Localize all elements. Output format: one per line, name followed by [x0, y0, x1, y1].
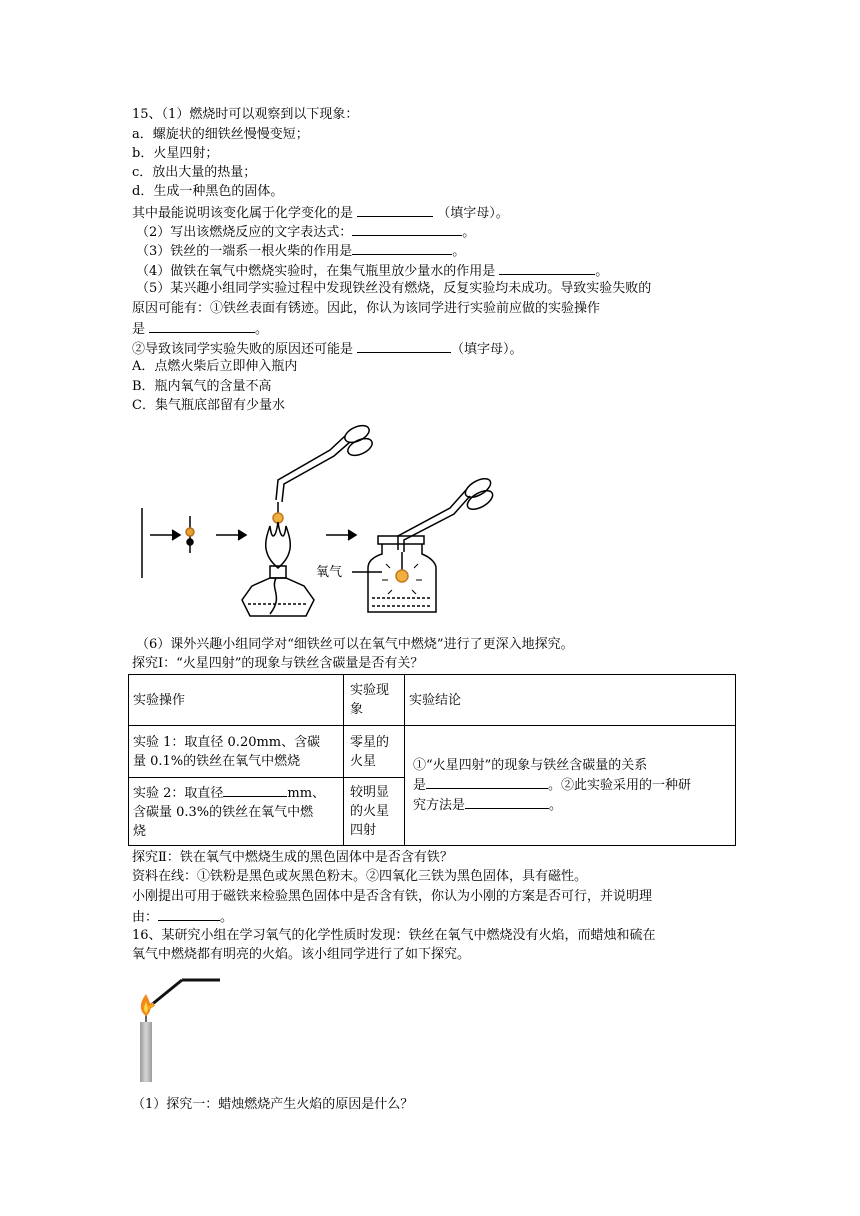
q15-line-12-tail: 。 — [255, 322, 269, 337]
q15-line-10: （5）某兴趣小组同学实验过程中发现铁丝没有燃烧，反复实验均未成功。导致实验失败的 — [136, 281, 652, 296]
conclusion-line3-tail: 。 — [549, 798, 563, 813]
answer-blank-1[interactable] — [357, 203, 433, 217]
xiaogang-line-2-tail: 。 — [220, 910, 234, 925]
answer-blank-2[interactable] — [352, 222, 462, 236]
candle-figure — [134, 966, 224, 1084]
q15-line-13-tail: （填字母）。 — [451, 342, 523, 357]
q15-option-d: d．生成一种黑色的固体。 — [132, 184, 284, 199]
experiment-table — [128, 674, 736, 846]
table-row — [129, 726, 736, 778]
q15-line-9-text: （4）做铁在氧气中燃烧实验时，在集气瓶里放少量水的作用是 — [136, 264, 496, 279]
info-line: 资料在线：①铁粉是黑色或灰黑色粉末。②四氧化三铁为黑色固体，具有磁性。 — [132, 869, 588, 884]
row2-op-line1-tail: mm、 — [287, 785, 326, 801]
match-head-icon — [186, 528, 194, 536]
flame-icon — [273, 513, 283, 523]
q15-line-7 — [136, 222, 475, 242]
answer-blank-8[interactable] — [426, 775, 548, 789]
answer-blank-4[interactable] — [499, 261, 595, 275]
header-phenomenon-1: 实验现 — [350, 683, 390, 698]
answer-blank-6[interactable] — [357, 339, 451, 353]
q15-line-9 — [136, 261, 608, 281]
q15-line-7-tail: 。 — [462, 225, 476, 240]
q15-line-12-text: 是 — [132, 322, 146, 337]
q15-line-11: 原因可能有：①铁丝表面有锈迹。因此，你认为该同学进行实验前应做的实验操作 — [132, 301, 601, 316]
row2-operation — [129, 778, 344, 846]
answer-blank-10[interactable] — [158, 907, 220, 921]
conclusion-line2-text: 是 — [413, 778, 427, 793]
candle-icon — [140, 1022, 152, 1082]
explore-2-title: 探究Ⅱ：铁在氧气中燃烧生成的黑色固体中是否含有铁？ — [132, 850, 453, 865]
row2-op-line1: 实验 2：取直径 — [133, 785, 224, 801]
conclusion-line3-text: 究方法是 — [413, 798, 466, 813]
table-header-row — [129, 675, 736, 726]
explore-1-title: 探究Ⅰ：“火星四射”的现象与铁丝含碳量是否有关？ — [132, 656, 424, 671]
tongs-icon-2 — [398, 475, 496, 552]
glass-tube-icon — [150, 980, 182, 1006]
row1-op-line2: 量 0.1%的铁丝在氧气中燃烧 — [133, 753, 301, 769]
answer-blank-9[interactable] — [465, 795, 549, 809]
xiaogang-line-1: 小刚提出可用于磁铁来检验黑色固体中是否含有铁，你认为小刚的方案是否可行，并说明理 — [132, 889, 653, 904]
q15-line-8-tail: 。 — [452, 244, 466, 259]
q15-line-9-tail: 。 — [595, 264, 609, 279]
header-conclusion: 实验结论 — [405, 675, 736, 726]
q15-line-1: 15、（1）燃烧时可以观察到以下现象： — [132, 107, 359, 122]
sparks-icon — [396, 570, 408, 582]
q16-line-3: （1）探究一：蜡烛燃烧产生火焰的原因是什么？ — [132, 1097, 414, 1112]
xiaogang-line-2-text: 由： — [132, 910, 159, 925]
q15-line-6-text: 其中最能说明该变化属于化学变化的是 — [132, 206, 354, 221]
row1-phenomenon — [344, 726, 405, 778]
xiaogang-line-2 — [132, 907, 233, 927]
row2-op-line3: 烧 — [133, 823, 147, 839]
row1-op-line1: 实验 1：取直径 0.20mm、含碳 — [133, 734, 321, 750]
answer-blank-7[interactable] — [223, 783, 287, 797]
row1-operation — [129, 726, 344, 778]
row2-ph-3: 四射 — [350, 823, 377, 838]
iron-wire-combustion-figure — [120, 418, 550, 628]
row1-ph-1: 零星的 — [350, 734, 390, 750]
conclusion-line1: ①“火星四射”的现象与铁丝含碳量的关系 — [413, 758, 648, 773]
q15-option-A: A．点燃火柴后立即伸入瓶内 — [132, 359, 298, 374]
conclusion-line2-tail: 。②此实验采用的一种研 — [548, 778, 692, 793]
q15-line-13 — [132, 339, 523, 359]
conclusion-cell — [405, 726, 736, 846]
q15-line-8 — [136, 241, 465, 261]
oxygen-label: 氧气 — [316, 565, 343, 580]
row2-op-line2: 含碳量 0.3%的铁丝在氧气中燃 — [133, 804, 314, 820]
q15-option-C: C．集气瓶底部留有少量水 — [132, 398, 285, 413]
q15-line-8-text: （3）铁丝的一端系一根火柴的作用是 — [136, 244, 353, 259]
q15-line-6 — [132, 203, 509, 223]
q15-line-6q: （6）课外兴趣小组同学对“细铁丝可以在氧气中燃烧”进行了更深入地探究。 — [136, 637, 574, 652]
row1-ph-2: 火星 — [350, 753, 377, 769]
q15-option-a: a．螺旋状的细铁丝慢慢变短； — [132, 127, 309, 142]
q15-option-b: b．火星四射； — [132, 146, 219, 161]
q15-line-7-text: （2）写出该燃烧反应的文字表达式： — [136, 225, 353, 240]
header-phenomenon — [344, 675, 405, 726]
header-operation: 实验操作 — [129, 675, 344, 726]
row2-ph-1: 较明显 — [350, 785, 390, 800]
q15-option-c: c．放出大量的热量； — [132, 165, 257, 180]
answer-blank-5[interactable] — [149, 319, 255, 333]
tongs-icon-1 — [276, 422, 375, 502]
answer-blank-3[interactable] — [352, 241, 452, 255]
q15-line-6-tail: （填字母）。 — [437, 206, 509, 221]
row2-ph-2: 的火星 — [350, 804, 390, 819]
q16-line-2: 氧气中燃烧都有明亮的火焰。该小组同学进行了如下探究。 — [132, 947, 471, 962]
row2-phenomenon — [344, 778, 405, 846]
alcohol-lamp-icon — [242, 566, 314, 616]
q16-line-1: 16、某研究小组在学习氧气的化学性质时发现：铁丝在氧气中燃烧没有火焰，而蜡烛和硫在 — [132, 928, 656, 943]
q15-line-13-text: ②导致该同学实验失败的原因还可能是 — [132, 342, 354, 357]
header-phenomenon-2: 象 — [350, 702, 364, 717]
q15-option-B: B．瓶内氧气的含量不高 — [132, 379, 272, 394]
q15-line-12 — [132, 319, 268, 339]
